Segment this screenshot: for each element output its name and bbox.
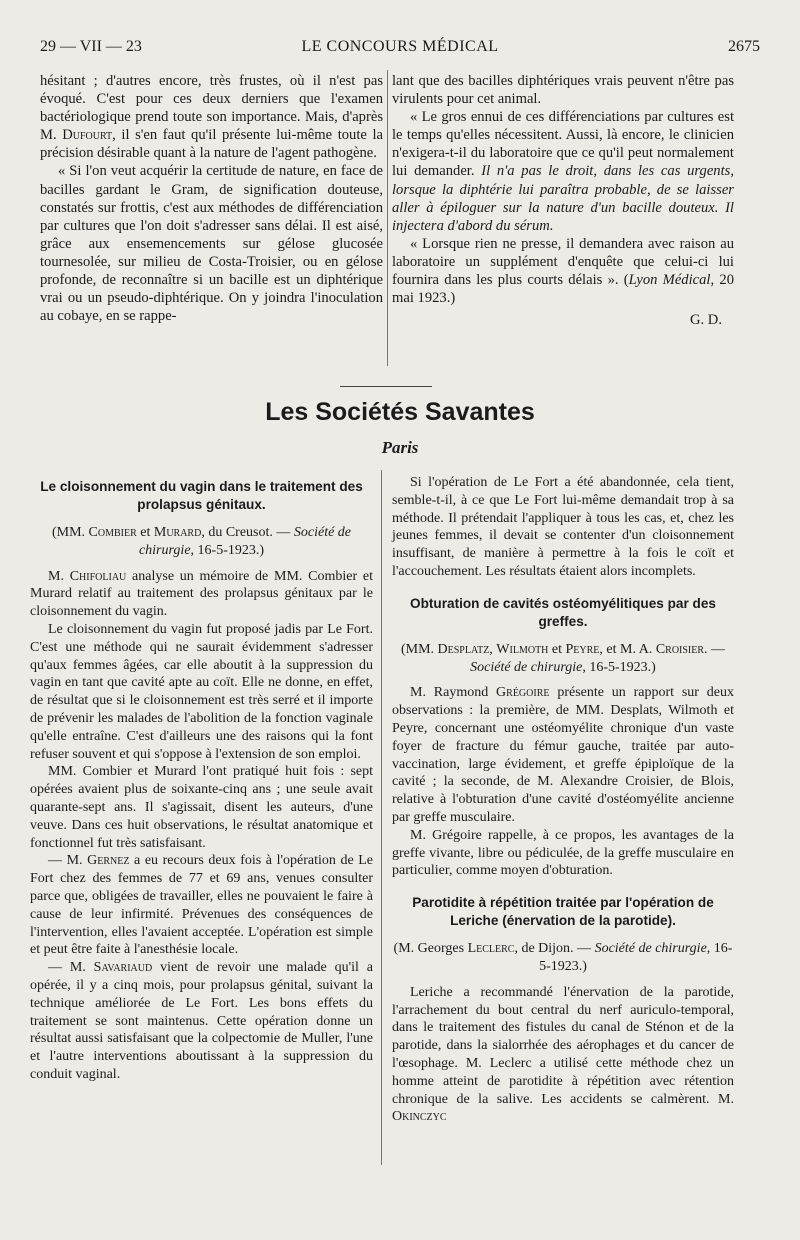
article-3-paragraph-1: Leriche a recommandé l'énervation de la parotide, l'arrachement du bout central du nerf auriculo-temporal, dans le traitement des fistules du canal de Sténon et de la parotide, dans la sialorrhée des aérophages et du cancer de l'œsophage. M. Leclerc a utilisé cette méthode chez un homme atteint de parotidite à répétition avec rétention chronique de la salive. Les accidents se calmèrent. M. Okinczyc — [392, 984, 734, 1125]
header-date: 29 — VII — 23 — [40, 38, 142, 55]
italic-quote: Il n'a pas le droit, dans les cas urgents, lorsque la diphtérie lui paraîtra probable, de se laisser aller à épiloguer sur la nature d'un bacille douteux. Il injectera d'abord du sérum. — [392, 163, 734, 234]
article-3-reference: (M. Georges Leclerc, de Dijon. — Société de chirurgie, 16-5-1923.) — [393, 941, 733, 974]
page-header — [40, 38, 760, 62]
article-1-paragraph-6: Si l'opération de Le Fort a été abandonnée, cela tient, semble-t-il, à ce que Le Fort lui-même demandait trop à sa méthode. Il prétendait l'appliquer à tous les cas, et, chez les jeunes femmes, il devait se contenter d'un cloisonnement insuffisant, de manière à permettre à la fois le coït et l'accouchement. Les résultats étaient alors incomplets. — [392, 475, 734, 579]
article-1-paragraph-4: — M. Gernez a eu recours deux fois à l'opération de Le Fort chez des femmes de 77 et 69 ans, venues consulter parce que, obligées de travailler, elles ne pouvaient le faire à cause de leur infirmité. Prévenues des conséquences de l'intervention, elles l'avaient acceptée. L'opération est simple et peut être faite à l'anesthésie locale. — [30, 853, 374, 958]
article-1-paragraph-1: M. Chifoliau analyse un mémoire de MM. Combier et Murard relatif au traitement des prolapsus génitaux par le cloisonnement du vagin. — [30, 568, 374, 620]
top-right-paragraph-2: « Le gros ennui de ces différenciations par cultures est le temps qu'elles nécessitent. Aussi, là encore, le clinicien n'exigera-t-il du laboratoire que ce qu'il peut normalement lui demander. Il n'a pas le droit, dans les cas urgents, lorsque la diphtérie lui paraîtra probable, de se laisser aller à épiloguer sur la nature d'un bacille douteux. Il injectera d'abord du sérum. — [392, 109, 734, 234]
section-rule — [340, 386, 432, 387]
section-subtitle: Paris — [381, 438, 419, 457]
top-right-paragraph-3: « Lorsque rien ne presse, il demandera avec raison au laboratoire un supplément d'enquête que celui-ci lui fournira dans les plus courts délais ». (Lyon Médical, 20 mai 1923.) — [392, 235, 735, 307]
top-left-paragraph-1: hésitant ; d'autres encore, très frustes, où il n'est pas évoqué. C'est pour ces deux derniers que l'examen bactériologique prend toute son importance. Mais, d'après M. Dufourt, il s'en faut qu'il présente lui-même toute la précision désirable quant à la nature de l'agent pathogène. — [40, 73, 383, 162]
article-1-reference: (MM. Combier et Murard, du Creusot. — Société de chirurgie, 16-5-1923.) — [51, 525, 352, 558]
top-left-column — [40, 72, 383, 325]
section-title: Les Sociétés Savantes — [265, 398, 535, 426]
column-divider-top — [387, 70, 388, 366]
article-1-paragraph-2: Le cloisonnement du vagin fut proposé jadis par Le Fort. C'est une méthode qui ne saurait évidemment s'adresser qu'aux femmes âgées, car elle aboutit à la suppression du vagin en tant que cavité apte au coït. Elle ne donne, en effet, de résultat que si le cloisonnement est très serré et il importe de prévenir les malades de l'abolition de la fonction vaginale qu'elle entraîne. C'est d'ailleurs une des raisons qui la font refuser souvent et qui s'oppose à l'extension de son emploi. — [30, 621, 373, 762]
article-3-title: Parotidite à répétition traitée par l'opération de Leriche (énervation de la parotide). — [412, 895, 714, 929]
article-2-paragraph-1: M. Raymond Grégoire présente un rapport sur deux observations : la première, de MM. Desplats, Wilmoth et Peyre, concernant une ostéomyélite chronique d'un vaste foyer de fracture du fémur gauche, traitée par auto-vaccination, large évidement, et greffe épiploïque de la cavité ; la seconde, de M. Alexandre Croisier, de Blois, relative à l'obturation d'une cavité d'ostéomyélite ancienne par greffe musculaire. — [392, 685, 735, 825]
top-left-paragraph-2: « Si l'on veut acquérir la certitude de nature, en face de bacilles gardant le Gram, de signification douteuse, constatés sur frottis, c'est aux méthodes de différenciation par cultures que l'on doit s'adresser sans délai. Il est aisé, grâce aux ensemencements sur gélose glucosée tournesolée, sur milieu de Costa-Troisier, ou en gélose profonde, de reconnaître si un bacille est un diphtérique vrai ou un pseudo-diphtérique. On y joindra l'inoculation au cobaye, en se rappe- — [40, 163, 383, 325]
article-2-paragraph-2: M. Grégoire rappelle, à ce propos, les avantages de la greffe vivante, libre ou pédiculée, de la greffe musculaire en particulier, comme moyen d'obturation. — [392, 827, 734, 879]
top-right-paragraph-1: lant que des bacilles diphtériques vrais peuvent n'être pas virulents pour cet animal. — [392, 73, 734, 108]
header-page-number: 2675 — [728, 38, 760, 55]
source-journal: Lyon Médical — [628, 272, 711, 289]
top-right-column — [392, 72, 734, 329]
author-name: Dufourt — [62, 127, 113, 144]
column-divider-bottom — [381, 470, 382, 1165]
article-2-title: Obturation de cavités ostéomyélitiques par des greffes. — [410, 595, 716, 629]
article-1-paragraph-3: MM. Combier et Murard l'ont pratiqué huit fois : sept opérées avaient plus de soixante-cinq ans ; une seule avait quarante-sept ans. Il s'agissait, disent les auteurs, d'une veuve. Dans ces huit observations, le résultat anatomique et fonctionnel fut très satisfaisant. — [30, 764, 373, 851]
article-2-reference: (MM. Desplatz, Wilmoth et Peyre, et M. A. Croisier. — Société de chirurgie, 16-5-1923.) — [400, 641, 726, 675]
bottom-left-column — [30, 474, 373, 1084]
article-1-title: Le cloisonnement du vagin dans le traitement des prolapsus génitaux. — [40, 479, 363, 512]
article-1-paragraph-5: — M. Savariaud vient de revoir une malade qu'il a opérée, il y a cinq mois, pour prolapsus génital, suivant la technique améliorée de Le Fort. Les bons effets du traitement se sont maintenus. Cette opération donne un résultat aussi satisfaisant que la colpectomie de Muller, l'une et l'autre interventions aboutissant à la suppression du conduit vaginal. — [30, 960, 373, 1082]
signature: G. D. — [689, 312, 722, 329]
header-journal-title: LE CONCOURS MÉDICAL — [301, 38, 499, 55]
bottom-right-column — [392, 474, 734, 1126]
